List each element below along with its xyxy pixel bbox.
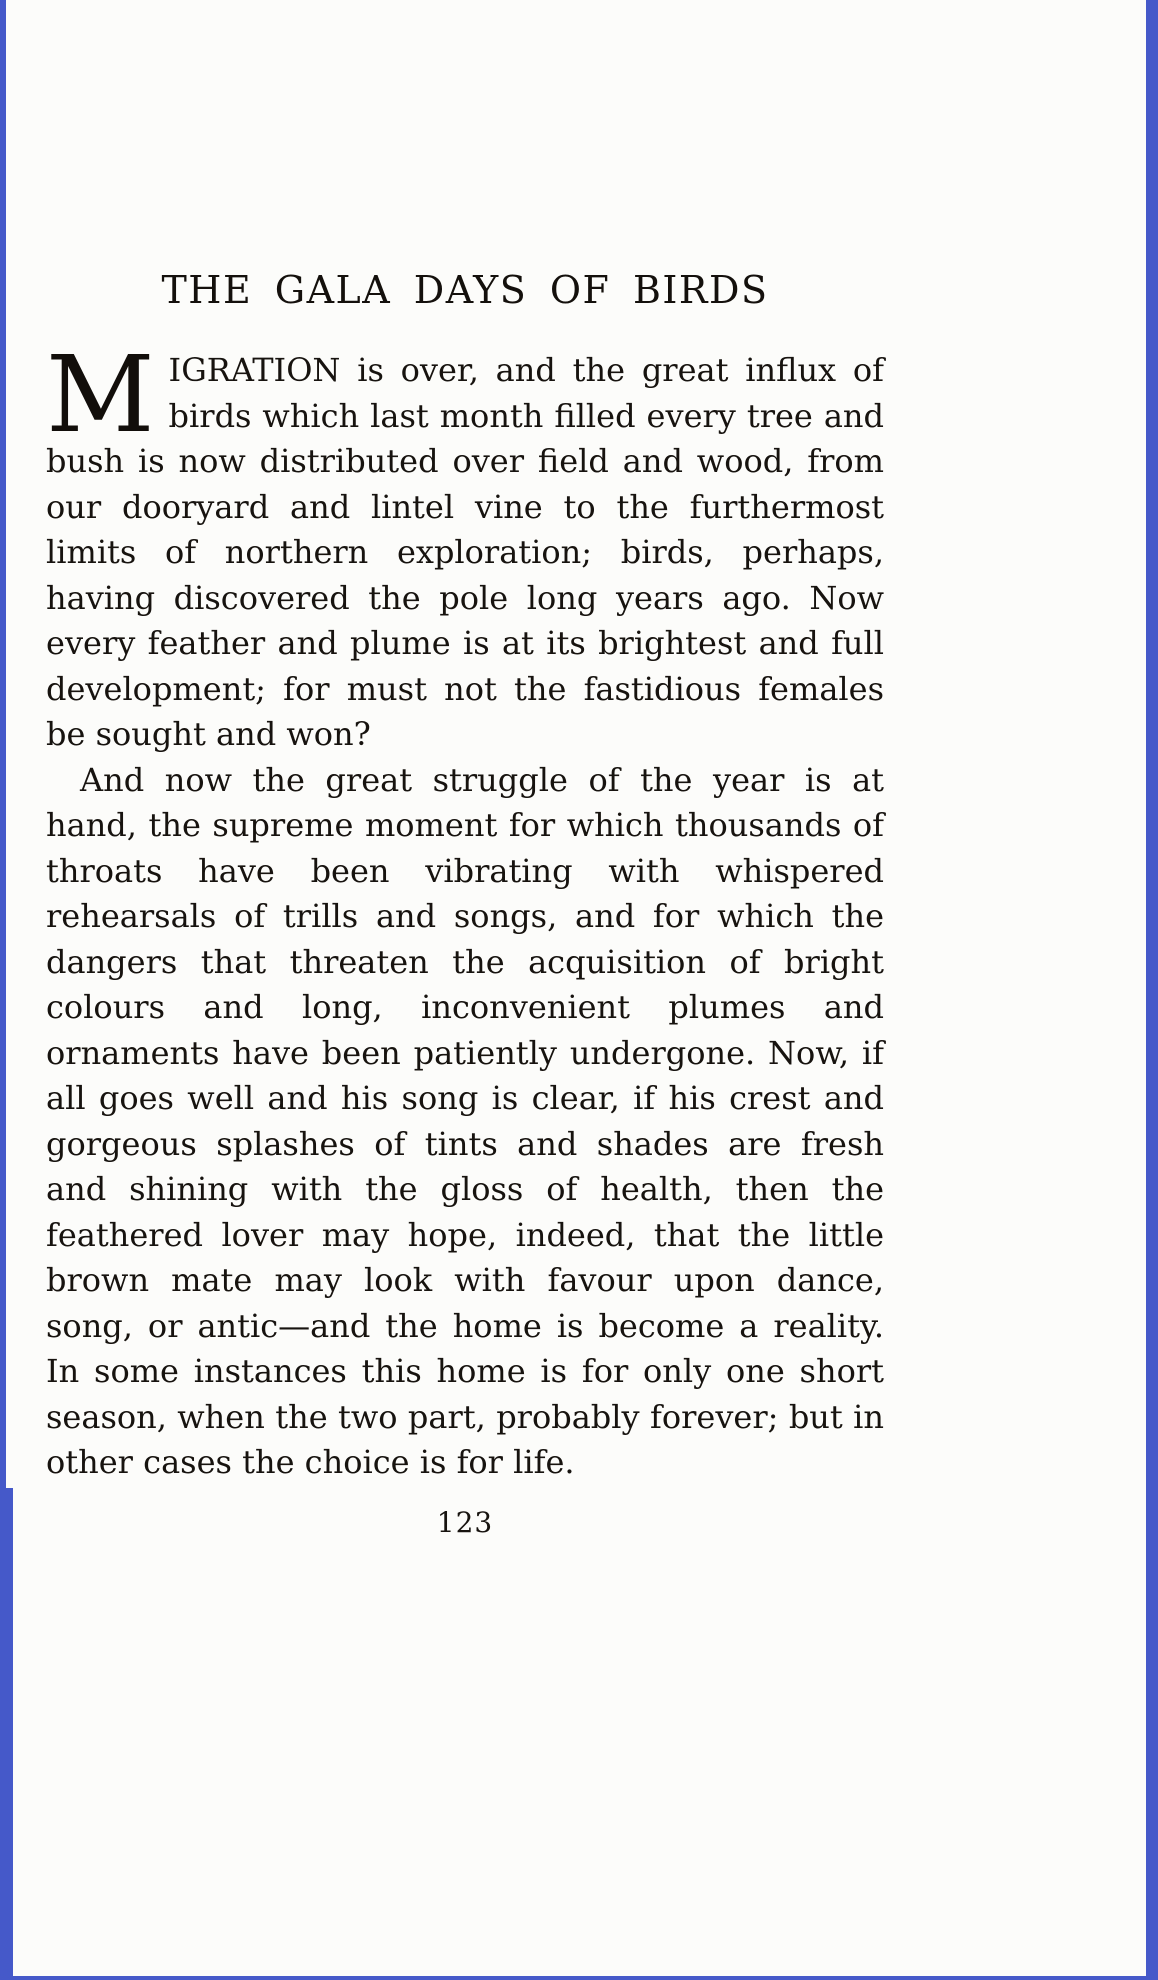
text-block bbox=[46, 268, 884, 1486]
scan-artifact-left-bottom-edge bbox=[0, 1488, 13, 1980]
drop-cap: M bbox=[46, 333, 155, 456]
scan-artifact-right-edge bbox=[1146, 0, 1158, 1980]
paragraph: And now the great struggle of the year is at hand, the supreme moment for which thousands of throats have been vibrating with whispered rehearsals of trills and songs, and for which the dangers that threaten the acquisition of bright colours and long, inconvenient plumes and ornaments have been patiently undergone. Now, if all goes well and his song is clear, if his crest and gorgeous splashes of tints and shades are fresh and shining with the gloss of health, then the feathered lover may hope, indeed, that the little brown mate may look with favour upon dance, song, or antic—and the home is become a reality. In some instances this home is for only one short season, when the two part, probably forever; but in other cases the choice is for life. bbox=[46, 760, 884, 1481]
scan-artifact-bottom-edge bbox=[0, 1976, 1158, 1980]
paragraph-text: IGRATION is over, and the great influx of birds which last month filled every tree and bush is now distributed over field and wood, from our dooryard and lintel vine to the furthermost limits of northern exploration; birds, perhaps, having discovered the pole long years ago. Now every feather and plume is at its brightest and full development; for must not the fastidious females be sought and won? bbox=[46, 351, 884, 753]
chapter-title: THE GALA DAYS OF BIRDS bbox=[161, 268, 769, 312]
page-number: 123 bbox=[436, 1506, 494, 1539]
paragraph bbox=[46, 333, 884, 758]
